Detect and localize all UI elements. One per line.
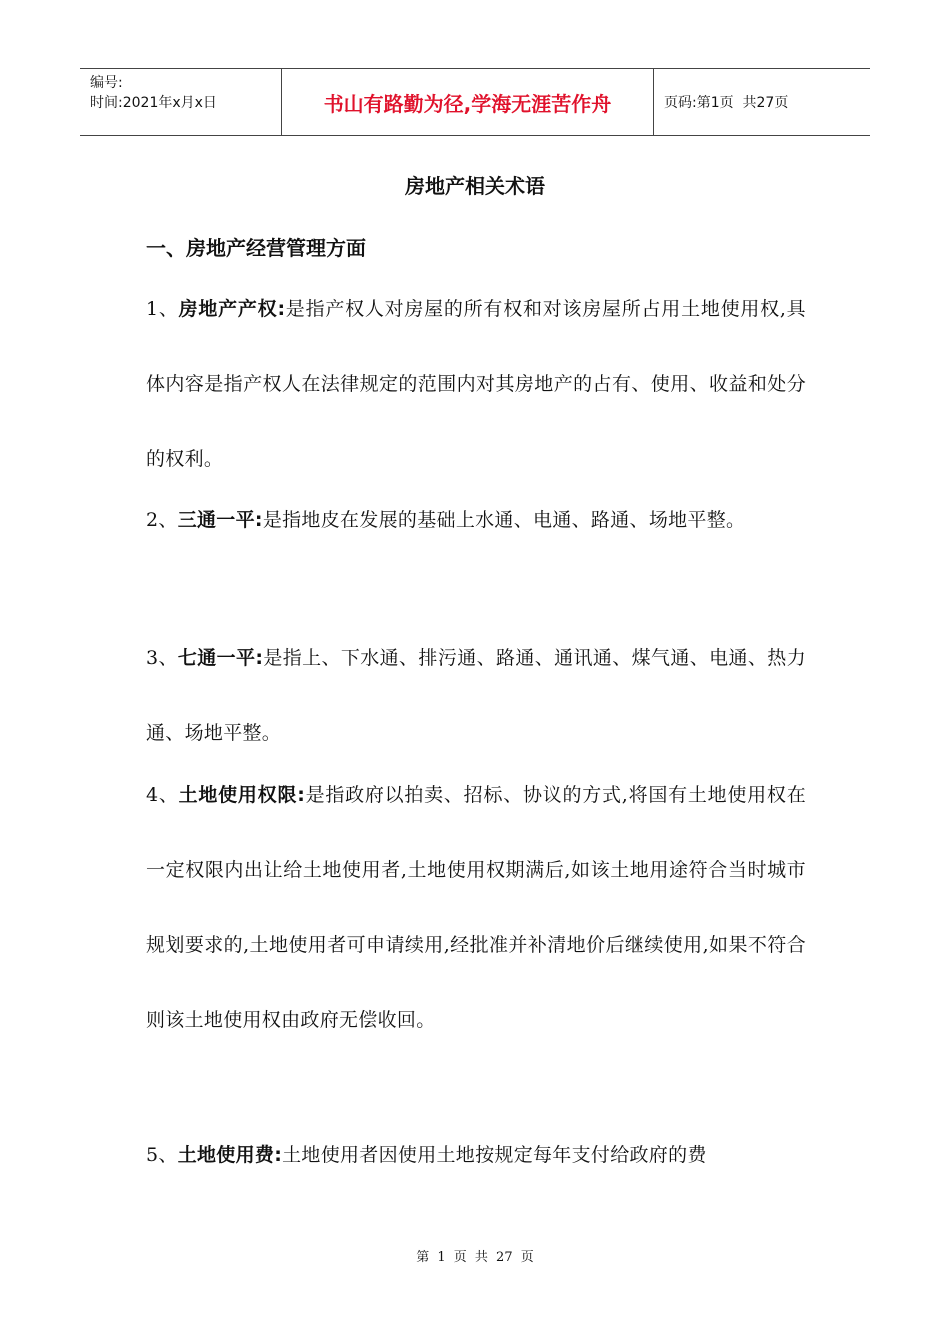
paragraph-number: 1、 [146,298,179,320]
header-table [80,68,870,136]
paragraph-number: 2、 [146,509,178,531]
paragraph-text: 是指政府以拍卖、招标、协议的方式,将国有土地使用权在一定权限内出让给土地使用者,土地使用权期满后,如该土地用途符合当时城市规划要求的,土地使用者可申请续用,经批准并补清地价后继续使用,如果不符合则该土地使用权由政府无偿收回。 [146,784,806,1031]
paragraph-number: 5、 [146,1144,178,1166]
paragraph-4 [146,758,806,1058]
paragraph-text: 是指产权人对房屋的所有权和对该房屋所占用土地使用权,具体内容是指产权人在法律规定的范围内对其房地产的占有、使用、收益和处分的权利。 [146,298,806,470]
paragraph-term: 三通一平: [177,509,263,531]
paragraph-5 [146,1118,806,1193]
paragraph-number: 4、 [146,784,179,806]
page-footer: 第 1 页 共 27 页 [416,1250,534,1265]
header-motto-cell [282,69,654,135]
paragraph-term: 房地产产权: [178,298,286,320]
paragraph-2 [146,483,806,558]
paragraph-text: 是指上、下水通、排污通、路通、通讯通、煤气通、电通、热力通、场地平整。 [146,647,806,744]
paragraph-1 [146,272,806,497]
paragraph-3 [146,621,806,771]
paragraph-term: 土地使用费: [177,1144,283,1166]
paragraph-term: 七通一平: [177,647,264,669]
section-heading: 一、房地产经营管理方面 [146,236,366,260]
paragraph-text: 是指地皮在发展的基础上水通、电通、路通、场地平整。 [262,509,746,531]
paragraph-text: 土地使用者因使用土地按规定每年支付给政府的费 [282,1144,707,1166]
paragraph-term: 土地使用权限: [178,784,306,806]
number-label: 编号: [90,75,123,91]
motto-text: 书山有路勤为径,学海无涯苦作舟 [323,91,612,116]
document-title: 房地产相关术语 [405,174,545,198]
header-page-cell [654,69,870,135]
header-meta-cell [80,69,282,135]
date-label: 时间:2021年x月x日 [90,95,217,111]
paragraph-number: 3、 [146,647,178,669]
page-info: 页码:第1页 共27页 [664,95,789,111]
